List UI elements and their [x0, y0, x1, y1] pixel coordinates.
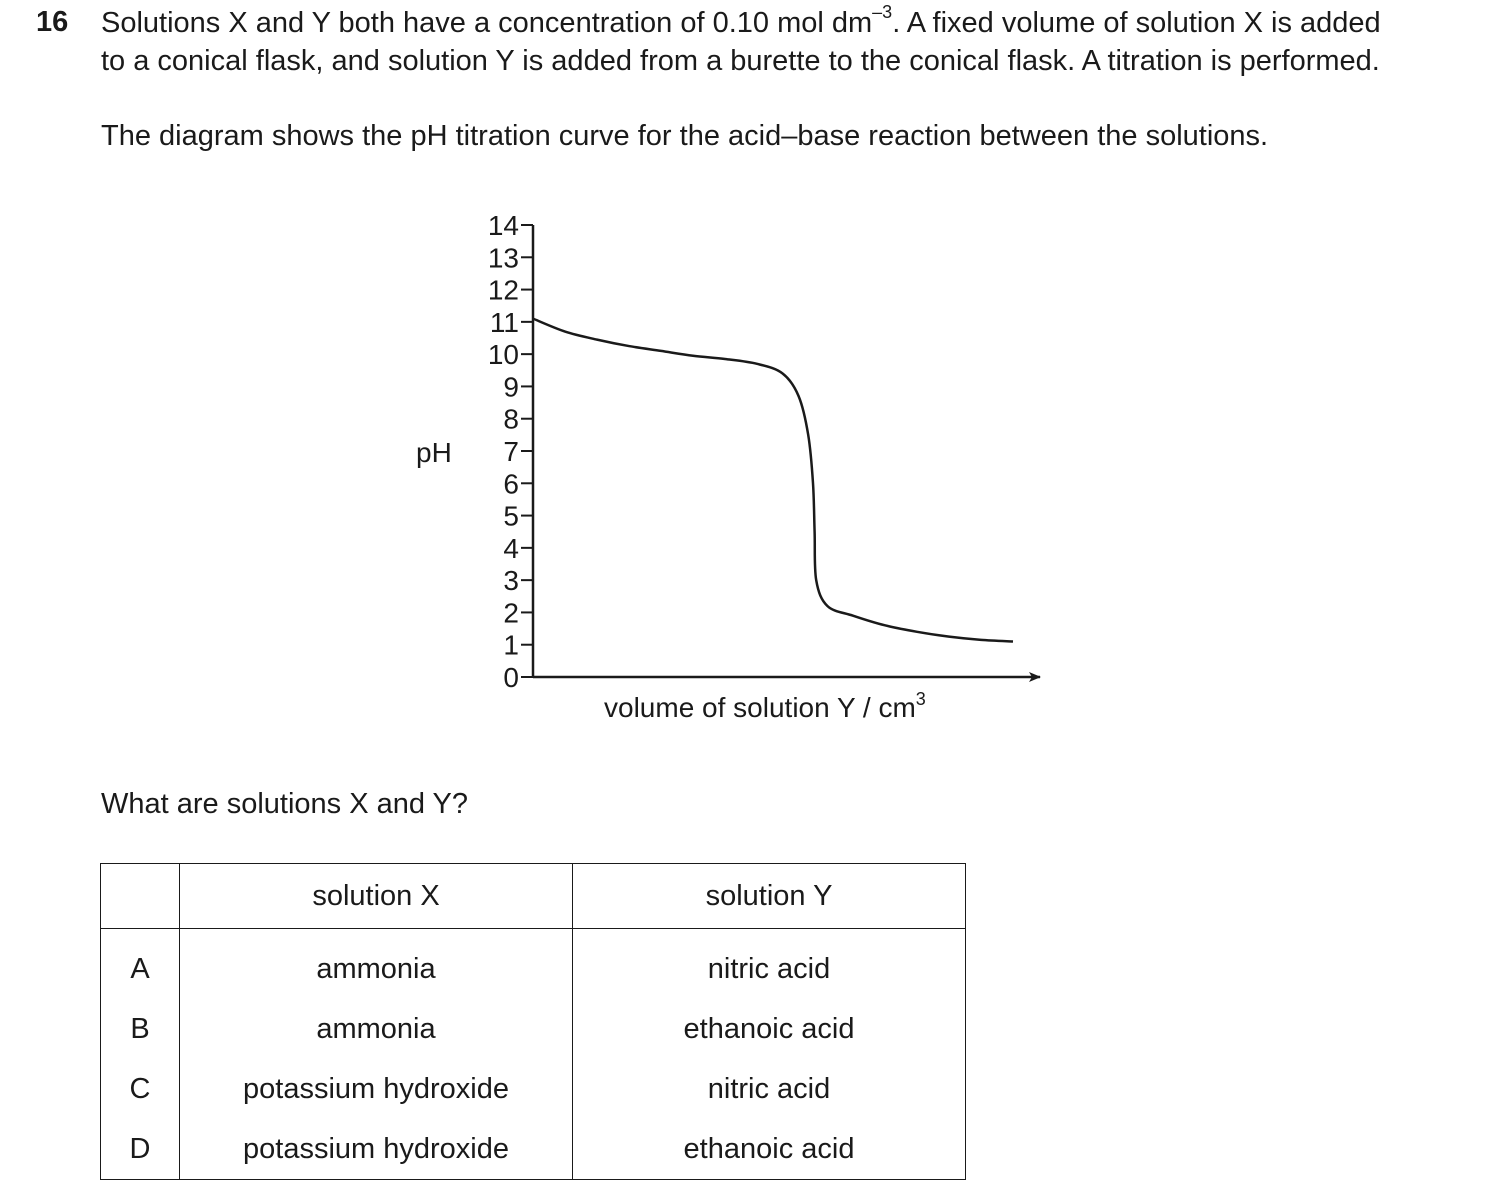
stem-text-1a: Solutions X and Y both have a concentration of 0.10 mol dm [101, 7, 873, 39]
y-tick-label: 13 [487, 242, 519, 274]
option-row-c[interactable] [101, 1059, 966, 1119]
y-tick-label: 0 [503, 662, 519, 693]
y-tick-label: 12 [487, 274, 519, 306]
option-letter[interactable]: B [101, 999, 180, 1059]
option-solution-x: potassium hydroxide [180, 1059, 573, 1119]
x-axis-label [604, 690, 926, 729]
titration-curve [533, 319, 1013, 642]
option-solution-x: ammonia [180, 929, 573, 1000]
y-tick-label: 11 [489, 306, 519, 338]
option-row-b[interactable] [101, 999, 966, 1059]
y-tick-label: 9 [503, 371, 519, 403]
answer-options-table [100, 863, 966, 1180]
question-stem-line-2: to a conical flask, and solution Y is added from a burette to the conical flask. A titration is performed. [101, 45, 1380, 77]
x-axis-label-text: volume of solution Y / cm [604, 692, 916, 723]
option-solution-x: potassium hydroxide [180, 1119, 573, 1180]
y-tick-label: 8 [503, 403, 519, 435]
y-tick-label: 3 [503, 565, 519, 597]
question-stem-line-3: The diagram shows the pH titration curve for the acid–base reaction between the solutions. [101, 120, 1269, 152]
x-axis-label-superscript: 3 [915, 689, 926, 709]
y-tick-label: 4 [503, 532, 519, 564]
stem-text-1b: . A fixed volume of solution X is added [892, 7, 1381, 39]
option-letter[interactable]: D [101, 1119, 180, 1180]
y-tick-label: 6 [503, 468, 519, 500]
option-letter[interactable]: C [101, 1059, 180, 1119]
option-row-d[interactable] [101, 1119, 966, 1180]
y-tick-label: 10 [487, 339, 519, 371]
option-solution-y: nitric acid [573, 1059, 966, 1119]
option-solution-y: ethanoic acid [573, 1119, 966, 1180]
y-axis [488, 210, 533, 693]
header-solution-x: solution X [180, 864, 573, 929]
option-solution-x: ammonia [180, 999, 573, 1059]
table-header-row [101, 864, 966, 929]
option-solution-y: nitric acid [573, 929, 966, 1000]
y-tick-label: 1 [503, 629, 519, 661]
question-number: 16 [36, 6, 69, 38]
y-axis-label: pH [416, 437, 452, 468]
header-solution-y: solution Y [573, 864, 966, 929]
header-letter [101, 864, 180, 929]
y-tick-label: 2 [503, 597, 519, 629]
unit-superscript: –3 [872, 2, 893, 22]
y-tick-label: 5 [503, 500, 519, 532]
y-tick-label: 7 [503, 436, 519, 467]
question-prompt: What are solutions X and Y? [101, 788, 469, 820]
y-tick-label: 14 [487, 210, 519, 241]
option-solution-y: ethanoic acid [573, 999, 966, 1059]
option-row-a[interactable] [101, 929, 966, 1000]
option-letter[interactable]: A [101, 929, 180, 1000]
